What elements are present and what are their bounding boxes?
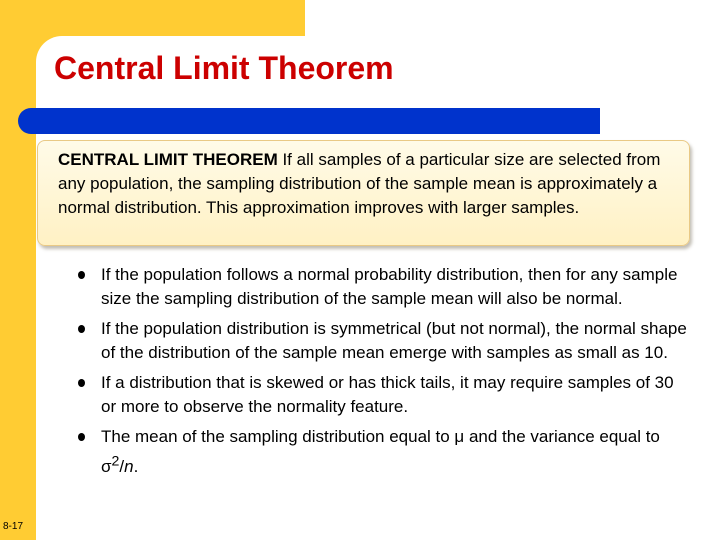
bullet-item xyxy=(78,371,690,419)
bullet-icon xyxy=(78,379,85,387)
bullet-icon xyxy=(78,433,85,441)
bullet-item xyxy=(78,263,690,311)
bullet-text: If the population follows a normal probability distribution, then for any sample size the sampling distribution of the sample mean will also be normal. xyxy=(101,265,678,308)
variance-superscript: 2 xyxy=(111,453,120,469)
bullet-icon xyxy=(78,271,85,279)
bullet-text-slash: / xyxy=(119,456,125,476)
bullet-item xyxy=(78,425,690,479)
definition-term: CENTRAL LIMIT THEOREM xyxy=(58,150,278,169)
slide-title: Central Limit Theorem xyxy=(54,50,394,86)
definition-text: If all samples of a particular size are selected from any population, the sampling distribution of the sample mean is approximately a normal distribution. This approximation improves with larger samples. xyxy=(58,150,661,217)
bullet-text: If the population distribution is symmetrical (but not normal), the normal shape of the distribution of the sample mean emerge with samples as small as 10. xyxy=(101,319,687,362)
sample-size-symbol: n xyxy=(124,456,134,476)
bullet-list xyxy=(78,263,690,485)
title-underline-bar xyxy=(18,108,600,134)
decorative-accent-strip xyxy=(0,0,36,540)
bullet-text-end: . xyxy=(133,456,139,476)
bullet-text xyxy=(101,427,660,476)
bullet-item xyxy=(78,317,690,365)
bullet-text-main: The mean of the sampling distribution equal to μ and the variance equal to σ xyxy=(101,427,660,476)
bullet-icon xyxy=(78,325,85,333)
definition-box xyxy=(37,140,690,246)
slide-number: 8-17 xyxy=(3,521,24,532)
bullet-text: If a distribution that is skewed or has thick tails, it may require samples of 30 or more to observe the normality feature. xyxy=(101,373,674,416)
